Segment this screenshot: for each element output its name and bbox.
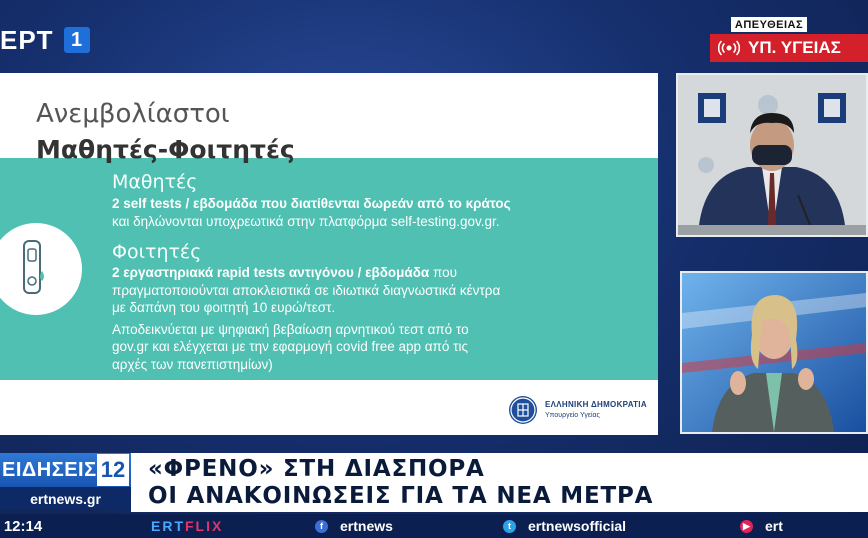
section-students-line2: και δηλώνονται υποχρεωτικά στην πλατφόρμα self-testing.gov.gr. (112, 213, 500, 229)
channel-logo (0, 26, 90, 54)
presentation-slide (0, 73, 658, 435)
broadcast-icon (718, 39, 740, 57)
headline-line2: ΟΙ ΑΝΑΚΟΙΝΩΣΕΙΣ ΓΙΑ ΤΑ ΝΕΑ ΜΕΤΡΑ (148, 483, 654, 509)
section-students (112, 171, 511, 230)
channel-logo-number: 1 (64, 27, 90, 53)
section-university-line5: gov.gr και ελέγχεται με την εφαρμογή covid free app από τις (112, 339, 468, 354)
channel-logo-text: ΕΡΤ (0, 25, 54, 55)
ministry-name: Υπουργείο Υγείας (545, 412, 600, 419)
section-university-line4: Αποδεικνύεται με ψηφιακή βεβαίωση αρνητικού τεστ από το (112, 321, 469, 337)
twitter-handle (503, 514, 626, 538)
twitter-icon: t (503, 520, 516, 533)
government-emblem-icon (509, 396, 537, 424)
section-university-line6: αρχές των πανεπιστημίων) (112, 356, 273, 372)
youtube-handle-text: ert (765, 518, 783, 534)
live-source-text: ΥΠ. ΥΓΕΙΑΣ (748, 38, 841, 57)
clock: 12:14 (0, 514, 46, 538)
news-program-name: ΕΙΔΗΣΕΙΣ (2, 458, 97, 481)
headline-line1: «ΦΡΕΝΟ» ΣΤΗ ΔΙΑΣΠΟΡΑ (148, 456, 485, 482)
slide-title-line1: Ανεμβολίαστοι (36, 99, 230, 129)
facebook-icon: f (315, 520, 328, 533)
ertflix-logo-b: FLIX (185, 518, 224, 534)
section-university-line2: πραγματοποιούνται αποκλειστικά σε ιδιωτικά διαγνωστικά κέντρα (112, 282, 501, 298)
government-name: ΕΛΛΗΝΙΚΗ ΔΗΜΟΚΡΑΤΙΑ (545, 400, 647, 409)
section-university-heading: Φοιτητές (112, 241, 202, 263)
section-university (112, 241, 500, 373)
section-university-line1-rest: που (429, 265, 457, 280)
section-students-heading: Μαθητές (112, 171, 198, 193)
twitter-handle-text: ertnewsofficial (528, 518, 627, 534)
news-website: ertnews.gr (0, 487, 131, 510)
section-students-line1: 2 self tests / εβδομάδα που διατίθενται δωρεάν από το κράτος (112, 196, 511, 211)
facebook-handle-text: ertnews (340, 518, 393, 534)
camera-feed-anchor (680, 271, 868, 434)
youtube-icon: ▶ (740, 520, 753, 533)
facebook-handle (315, 514, 393, 538)
youtube-handle (740, 514, 783, 538)
ertflix-logo-a: ERT (151, 518, 185, 534)
slide-title-line2: Μαθητές-Φοιτητές (36, 135, 295, 164)
ertflix-logo (151, 514, 223, 538)
news-program-number: 12 (97, 454, 129, 486)
live-badge: ΑΠΕΥΘΕΙΑΣ (731, 17, 807, 32)
headline-box (131, 453, 868, 512)
self-test-kit-icon (0, 223, 82, 315)
news-program-badge (0, 453, 131, 487)
section-university-line3: με δαπάνη του φοιτητή 10 ευρώ/τεστ. (112, 300, 336, 315)
live-source-banner (710, 34, 868, 62)
camera-feed-speaker (676, 73, 868, 237)
section-university-line1-bold: 2 εργαστηριακά rapid tests αντιγόνου / εβδομάδα (112, 265, 430, 280)
bottom-social-bar (0, 514, 868, 538)
